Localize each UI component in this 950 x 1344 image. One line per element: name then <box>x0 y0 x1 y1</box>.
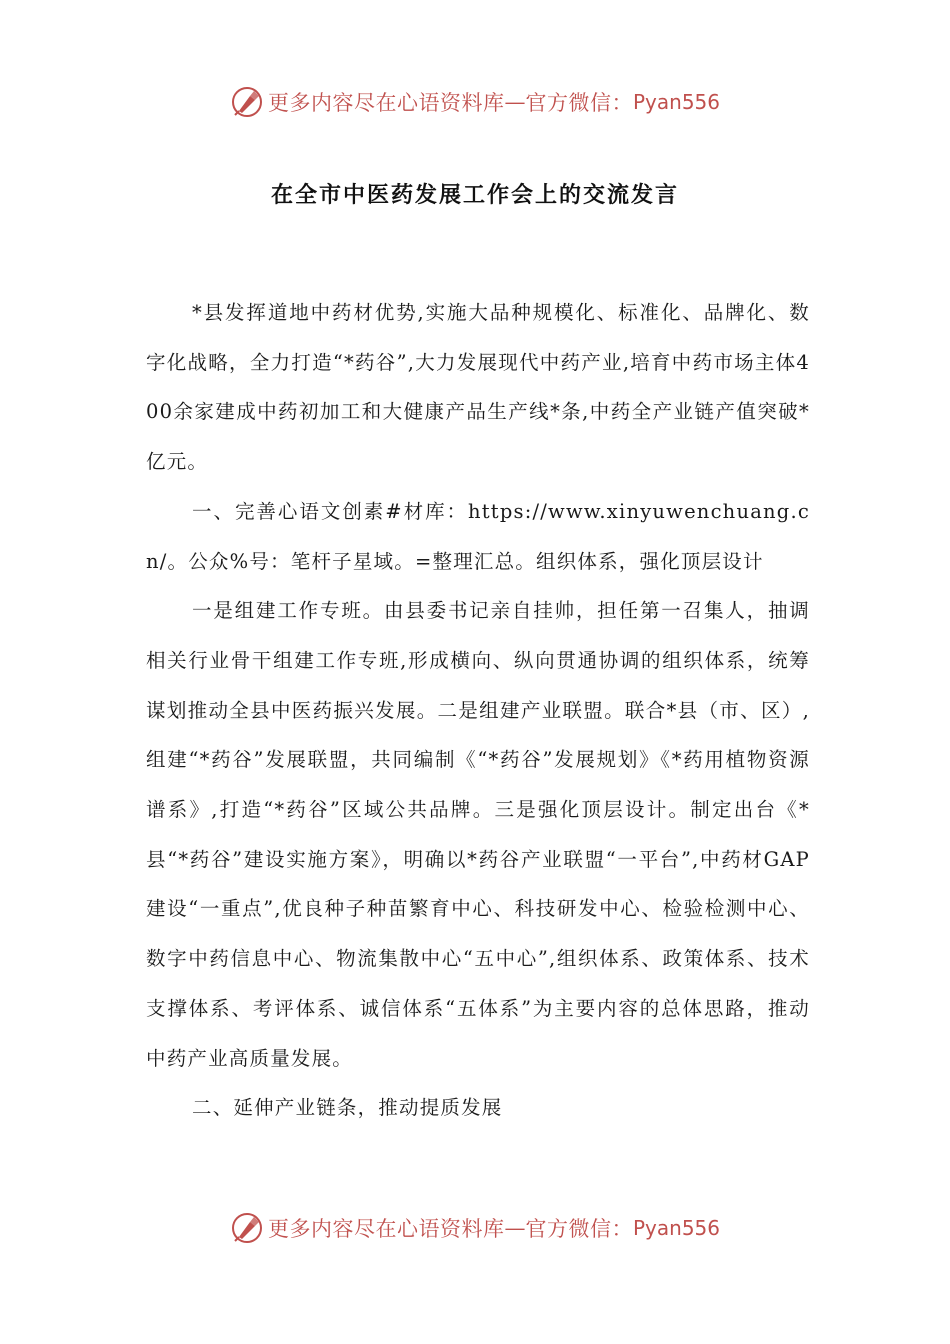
paragraph-intro: *县发挥道地中药材优势,实施大品种规模化、标准化、品牌化、数字化战略，全力打造“*药谷”,大力发展现代中药产业,培育中药市场主体400余家建成中药初加工和大健康产品生产线*条,中药全产业链产值突破*亿元。 <box>146 301 810 474</box>
watermark-text: 更多内容尽在心语资料库 <box>267 1217 505 1241</box>
document-title: 在全市中医药发展工作会上的交流发言 <box>270 183 679 208</box>
paragraph-body-1: 一是组建工作专班。由县委书记亲自挂帅，担任第一召集人，抽调相关行业骨干组建工作专班,形成横向、纵向贯通协调的组织体系，统筹谋划推动全县中医药振兴发展。二是组建产业联盟。联合*县（市、区）,组建“*药谷”发展联盟，共同编制《“*药谷”发展规划》《*药用植物资源谱系》,打造“*药谷”区域公共品牌。三是强化顶层设计。制定出台《*县“*药谷”建设实施方案》，明确以*药谷产业联盟“一平台”,中药材GAP建设“一重点”,优良种子种苗繁育中心、科技研发中心、检验检测中心、数字中药信息中心、物流集散中心“五中心”,组织体系、政策体系、技术支撑体系、考评体系、诚信体系“五体系”为主要内容的总体思路，推动中药产业高质量发展。 <box>146 599 810 1070</box>
watermark-wechat-id: Pyan556 <box>632 1216 720 1240</box>
paragraph-heading-1: 一、完善心语文创素#材库：https://www.xinyuwenchuang.cn/。公众%号：笔杆子星域。=整理汇总。组织体系，强化顶层设计 <box>146 499 810 573</box>
watermark-banner-top <box>0 82 950 122</box>
pen-nib-logo-icon <box>230 85 264 119</box>
watermark-wechat-id: Pyan556 <box>632 90 720 114</box>
watermark-separator: — <box>504 1216 526 1240</box>
watermark-banner-bottom <box>0 1208 950 1248</box>
pen-nib-logo-icon <box>230 1211 264 1245</box>
paragraph-heading-2: 二、延伸产业链条，推动提质发展 <box>192 1096 503 1120</box>
watermark-wechat-label: 官方微信： <box>525 91 633 115</box>
watermark-text: 更多内容尽在心语资料库 <box>267 91 505 115</box>
watermark-separator: — <box>504 90 526 114</box>
document-body <box>146 288 810 1133</box>
watermark-wechat-label: 官方微信： <box>525 1217 633 1241</box>
